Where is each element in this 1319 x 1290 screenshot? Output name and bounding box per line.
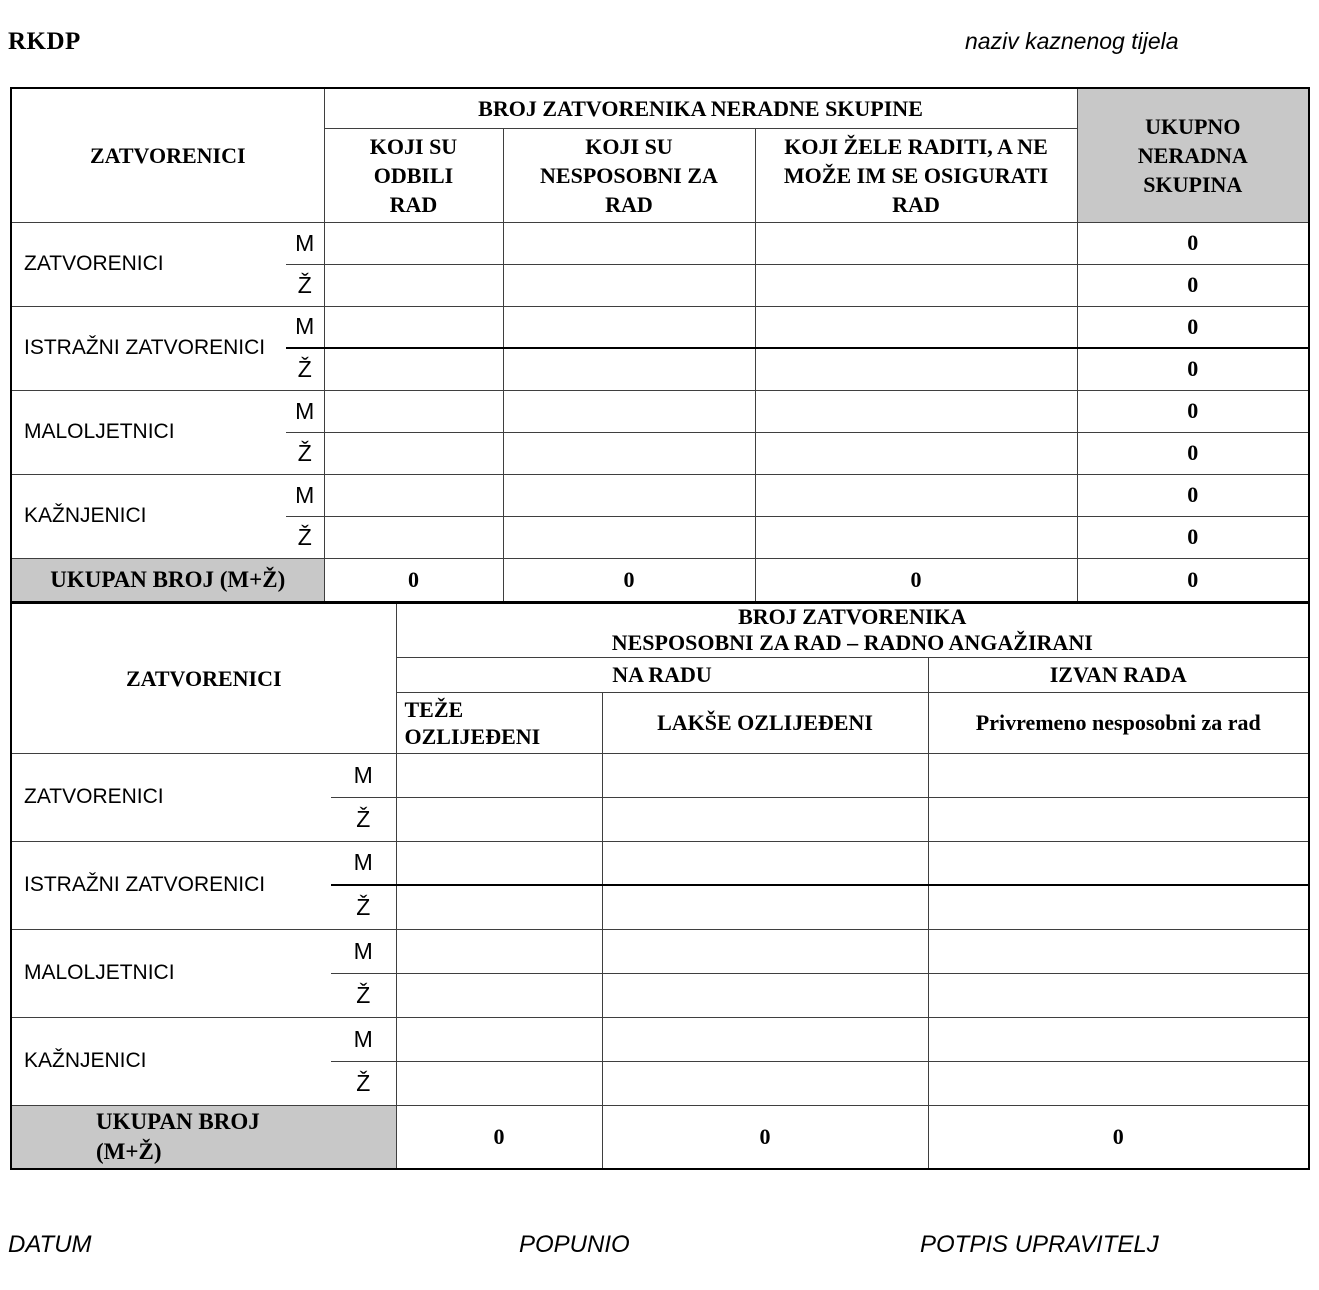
table-row (11, 753, 1309, 797)
total-row (11, 1105, 1309, 1169)
table-row (11, 841, 1309, 885)
input-cell[interactable] (324, 474, 503, 516)
col-header-teze-ozlijedeni: TEŽE OZLIJEĐENI (396, 692, 602, 753)
input-cell[interactable] (755, 390, 1077, 432)
total-value: 0 (755, 558, 1077, 602)
input-cell[interactable] (503, 474, 755, 516)
total-value: 0 (1077, 306, 1309, 348)
sex-label-m: M (331, 753, 396, 797)
row-label-istrazni: ISTRAŽNI ZATVORENICI (11, 841, 331, 929)
span-header-nonworking: BROJ ZATVORENIKA NERADNE SKUPINE (324, 88, 1077, 128)
sex-label-z: Ž (331, 973, 396, 1017)
col-header-unfit-for-work (503, 128, 755, 222)
input-cell[interactable] (602, 1017, 928, 1061)
col-header-privremeno-nesposobni: Privremeno nesposobni za rad (928, 692, 1309, 753)
table-row (11, 474, 1309, 516)
header-line: MOŽE IM SE OSIGURATI (783, 162, 1049, 188)
row-label-zatvorenici: ZATVORENICI (11, 753, 331, 841)
total-value: 0 (1077, 390, 1309, 432)
input-cell[interactable] (602, 929, 928, 973)
sex-label-m: M (286, 390, 324, 432)
total-value: 0 (503, 558, 755, 602)
sex-label-z: Ž (331, 1061, 396, 1105)
total-row-label: UKUPAN BROJ (M+Ž) (11, 558, 324, 602)
row-axis-title: ZATVORENICI (11, 603, 396, 753)
input-cell[interactable] (396, 1017, 602, 1061)
input-cell[interactable] (602, 797, 928, 841)
input-cell[interactable] (396, 885, 602, 929)
input-cell[interactable] (503, 390, 755, 432)
table-row (11, 390, 1309, 432)
footer-date-label: DATUM (8, 1231, 92, 1258)
input-cell[interactable] (755, 474, 1077, 516)
total-value: 0 (1077, 432, 1309, 474)
table-row (11, 222, 1309, 264)
input-cell[interactable] (324, 390, 503, 432)
doc-code: RKDP (8, 28, 81, 55)
header-line: BROJ ZATVORENIKA (738, 604, 967, 630)
input-cell[interactable] (324, 432, 503, 474)
input-cell[interactable] (396, 1061, 602, 1105)
input-cell[interactable] (602, 1061, 928, 1105)
col-header-want-work-unavailable (755, 128, 1077, 222)
input-cell[interactable] (503, 222, 755, 264)
sex-label-m: M (286, 222, 324, 264)
table-row (11, 306, 1309, 348)
sex-label-z: Ž (286, 264, 324, 306)
unfit-engaged-table (10, 602, 1310, 1170)
row-label-maloljetnici: MALOLJETNICI (11, 390, 286, 474)
input-cell[interactable] (324, 306, 503, 348)
total-value: 0 (1077, 474, 1309, 516)
sex-label-z: Ž (286, 432, 324, 474)
input-cell[interactable] (324, 348, 503, 390)
total-value: 0 (396, 1105, 602, 1169)
header-line: KOJI SU (585, 133, 673, 159)
input-cell[interactable] (396, 973, 602, 1017)
input-cell[interactable] (503, 306, 755, 348)
input-cell[interactable] (755, 432, 1077, 474)
col-header-total-nonworking (1077, 88, 1309, 222)
header-line: KOJI SU (369, 133, 458, 159)
total-col-line: SKUPINA (1143, 171, 1243, 197)
input-cell[interactable] (928, 885, 1309, 929)
header-line: ODBILI (373, 162, 454, 188)
sex-label-z: Ž (286, 348, 324, 390)
col-header-refused-work (324, 128, 503, 222)
input-cell[interactable] (396, 841, 602, 885)
row-axis-title: ZATVORENICI (11, 88, 324, 222)
sex-label-m: M (286, 474, 324, 516)
input-cell[interactable] (755, 222, 1077, 264)
total-value: 0 (1077, 222, 1309, 264)
total-value: 0 (324, 558, 503, 602)
input-cell[interactable] (602, 973, 928, 1017)
sex-label-z: Ž (331, 797, 396, 841)
nonworking-group-table-grid (10, 87, 1310, 603)
header-line: NESPOSOBNI ZA (540, 162, 718, 188)
sex-label-z: Ž (331, 885, 396, 929)
input-cell[interactable] (755, 348, 1077, 390)
total-row-label (11, 1105, 396, 1169)
total-label-line: UKUPAN BROJ (96, 1108, 260, 1134)
input-cell[interactable] (755, 516, 1077, 558)
input-cell[interactable] (324, 516, 503, 558)
unfit-engaged-table-grid (10, 602, 1310, 1170)
input-cell[interactable] (928, 753, 1309, 797)
row-label-kaznjenici: KAŽNJENICI (11, 1017, 331, 1105)
input-cell[interactable] (928, 973, 1309, 1017)
header-line: RAD (389, 191, 438, 217)
header-line: NESPOSOBNI ZA RAD – RADNO ANGAŽIRANI (611, 630, 1093, 656)
row-label-istrazni: ISTRAŽNI ZATVORENICI (11, 306, 286, 390)
input-cell[interactable] (324, 264, 503, 306)
org-name-label: naziv kaznenog tijela (965, 28, 1179, 54)
total-row (11, 558, 1309, 602)
total-value: 0 (928, 1105, 1309, 1169)
total-value: 0 (1077, 516, 1309, 558)
sex-label-z: Ž (286, 516, 324, 558)
input-cell[interactable] (928, 841, 1309, 885)
input-cell[interactable] (755, 306, 1077, 348)
row-label-zatvorenici: ZATVORENICI (11, 222, 286, 306)
nonworking-group-table (10, 87, 1310, 603)
input-cell[interactable] (602, 885, 928, 929)
group-header-izvan-rada: IZVAN RADA (928, 657, 1309, 692)
input-cell[interactable] (396, 753, 602, 797)
input-cell[interactable] (396, 797, 602, 841)
input-cell[interactable] (928, 797, 1309, 841)
table-row (11, 1017, 1309, 1061)
total-value: 0 (1077, 558, 1309, 602)
row-label-maloljetnici: MALOLJETNICI (11, 929, 331, 1017)
input-cell[interactable] (503, 432, 755, 474)
input-cell[interactable] (602, 841, 928, 885)
total-value: 0 (602, 1105, 928, 1169)
input-cell[interactable] (928, 1061, 1309, 1105)
input-cell[interactable] (928, 1017, 1309, 1061)
input-cell[interactable] (503, 348, 755, 390)
input-cell[interactable] (503, 516, 755, 558)
sex-label-m: M (331, 1017, 396, 1061)
total-col-line: UKUPNO (1145, 113, 1241, 139)
total-label-line: (M+Ž) (96, 1138, 162, 1164)
input-cell[interactable] (755, 264, 1077, 306)
total-value: 0 (1077, 348, 1309, 390)
sex-label-m: M (331, 929, 396, 973)
total-col-line: NERADNA (1137, 142, 1248, 168)
input-cell[interactable] (928, 929, 1309, 973)
total-value: 0 (1077, 264, 1309, 306)
input-cell[interactable] (503, 264, 755, 306)
footer-filled-by-label: POPUNIO (519, 1231, 630, 1258)
header-line: RAD (892, 191, 940, 217)
table-row (11, 929, 1309, 973)
sex-label-m: M (286, 306, 324, 348)
span-header-unfit-engaged (396, 603, 1309, 657)
header-line: RAD (605, 191, 653, 217)
input-cell[interactable] (396, 929, 602, 973)
input-cell[interactable] (324, 222, 503, 264)
col-header-lakse-ozlijedeni: LAKŠE OZLIJEĐENI (602, 692, 928, 753)
footer-warden-signature-label: POTPIS UPRAVITELJ (920, 1231, 1159, 1258)
header-line: KOJI ŽELE RADITI, A NE (784, 133, 1048, 159)
row-label-kaznjenici: KAŽNJENICI (11, 474, 286, 558)
input-cell[interactable] (602, 753, 928, 797)
group-header-na-radu: NA RADU (396, 657, 928, 692)
sex-label-m: M (331, 841, 396, 885)
